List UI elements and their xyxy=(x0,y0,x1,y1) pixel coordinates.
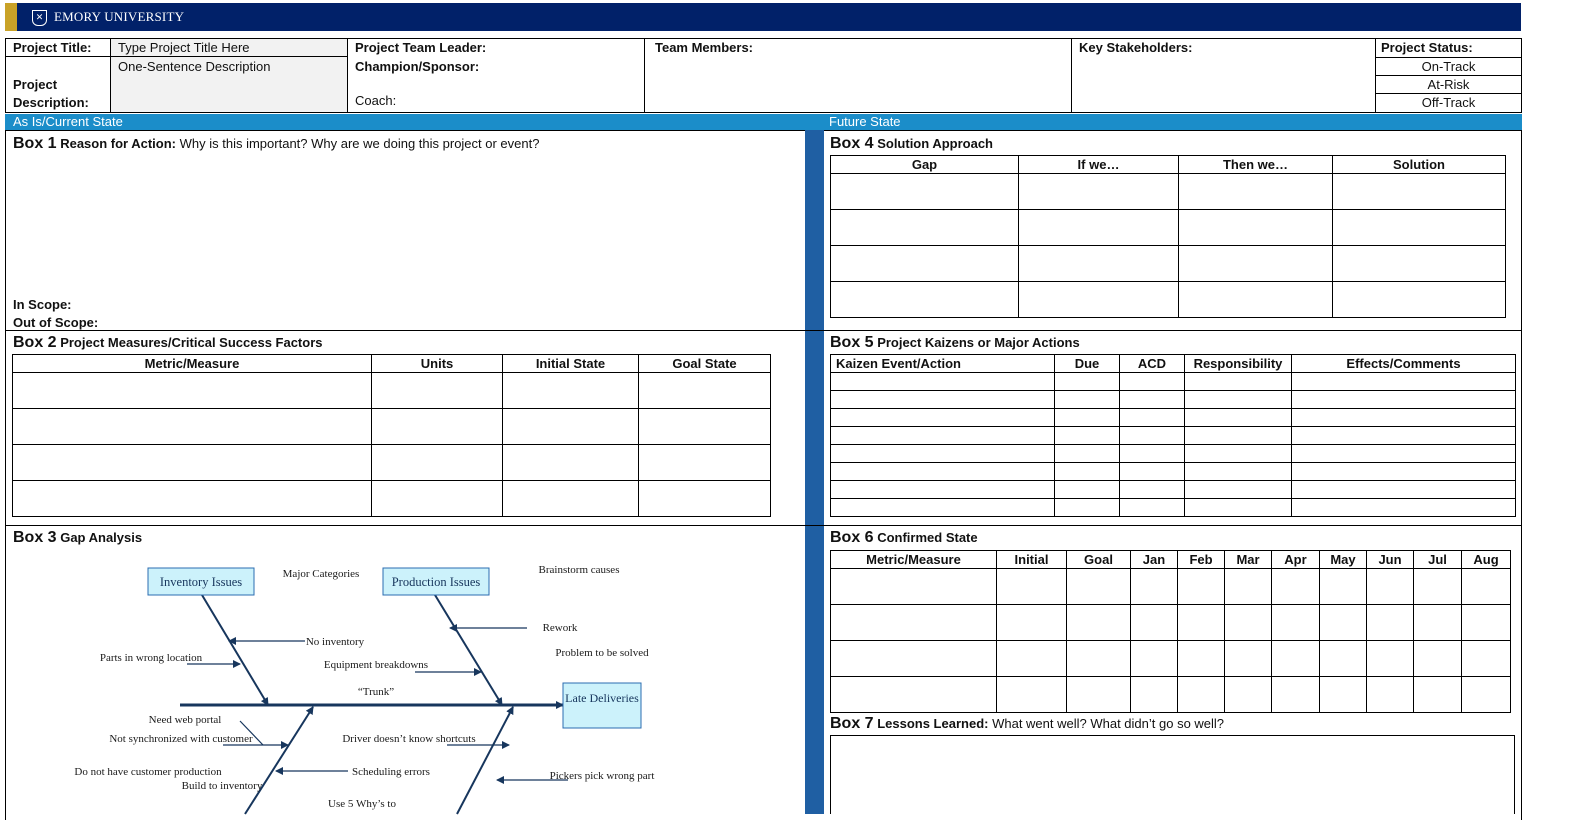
table-cell[interactable] xyxy=(1320,569,1367,605)
table-cell[interactable] xyxy=(831,677,997,713)
table-cell[interactable] xyxy=(1067,677,1131,713)
trunk-text: “Trunk” xyxy=(357,686,395,698)
lessons-learned-area[interactable] xyxy=(830,735,1515,814)
col-jun: Jun xyxy=(1367,551,1414,569)
col-then-we: Then we… xyxy=(1179,156,1333,174)
box4-solution-table xyxy=(830,155,1506,318)
col-initial-state: Initial State xyxy=(503,355,639,373)
box6-heading: Confirmed State xyxy=(877,530,978,545)
production-issues-text: Production Issues xyxy=(391,575,481,589)
table-cell[interactable] xyxy=(1120,463,1185,481)
divider xyxy=(1071,38,1072,113)
table-cell[interactable] xyxy=(1462,641,1511,677)
table-cell[interactable] xyxy=(13,445,372,481)
table-cell[interactable] xyxy=(1055,391,1120,409)
col-goal: Goal xyxy=(1067,551,1131,569)
team-members-label: Team Members: xyxy=(655,40,754,55)
gold-accent xyxy=(5,3,17,31)
table-cell[interactable] xyxy=(1414,641,1462,677)
table-cell[interactable] xyxy=(1272,677,1320,713)
divider xyxy=(644,38,645,113)
divider xyxy=(5,525,1522,526)
table-row xyxy=(831,174,1506,210)
table-cell[interactable] xyxy=(372,445,503,481)
table-cell[interactable] xyxy=(1185,499,1292,517)
table-cell[interactable] xyxy=(1185,391,1292,409)
emory-shield-icon: ✕ xyxy=(32,10,47,26)
in-scope-label: In Scope: xyxy=(13,297,72,312)
box4-number: Box 4 xyxy=(830,135,874,152)
table-cell[interactable] xyxy=(1120,373,1185,391)
table-row xyxy=(831,499,1516,517)
table-cell[interactable] xyxy=(831,445,1055,463)
table-cell[interactable] xyxy=(13,409,372,445)
state-band xyxy=(5,114,1522,130)
col-acd: ACD xyxy=(1120,355,1185,373)
table-cell[interactable] xyxy=(1333,174,1506,210)
university-name: EMORY UNIVERSITY xyxy=(54,9,185,24)
table-cell[interactable] xyxy=(1185,481,1292,499)
table-row xyxy=(831,409,1516,427)
table-cell[interactable] xyxy=(831,246,1019,282)
col-apr: Apr xyxy=(1272,551,1320,569)
table-header-row xyxy=(13,355,771,373)
table-cell[interactable] xyxy=(831,427,1055,445)
box6-title xyxy=(830,529,978,547)
table-cell[interactable] xyxy=(997,641,1067,677)
table-cell[interactable] xyxy=(503,481,639,517)
table-cell[interactable] xyxy=(831,605,997,641)
table-cell[interactable] xyxy=(1292,481,1516,499)
table-cell[interactable] xyxy=(1055,445,1120,463)
bone-line xyxy=(202,595,268,705)
inventory-issues-text: Inventory Issues xyxy=(159,575,243,589)
box5-heading: Project Kaizens or Major Actions xyxy=(877,335,1080,350)
table-cell[interactable] xyxy=(1179,282,1333,318)
table-cell[interactable] xyxy=(1367,641,1414,677)
parts-wrong-location-text: Parts in wrong location xyxy=(99,652,203,664)
table-cell[interactable] xyxy=(1272,641,1320,677)
table-cell[interactable] xyxy=(1179,174,1333,210)
table-cell[interactable] xyxy=(1367,605,1414,641)
table-cell[interactable] xyxy=(13,373,372,409)
table-cell[interactable] xyxy=(639,445,771,481)
table-cell[interactable] xyxy=(1225,605,1272,641)
box3-heading: Gap Analysis xyxy=(60,530,143,545)
table-cell[interactable] xyxy=(831,641,997,677)
future-state-label: Future State xyxy=(829,114,901,129)
champion-label: Champion/Sponsor: xyxy=(355,59,480,74)
table-cell[interactable] xyxy=(639,409,771,445)
table-cell[interactable] xyxy=(831,373,1055,391)
scheduling-errors-text: Scheduling errors xyxy=(352,766,430,778)
late-deliveries-box xyxy=(563,683,641,728)
divider xyxy=(5,330,1522,331)
divider xyxy=(347,38,348,113)
brainstorm-text: Brainstorm causes xyxy=(538,564,620,576)
table-cell[interactable] xyxy=(1178,569,1225,605)
table-cell[interactable] xyxy=(503,445,639,481)
table-cell[interactable] xyxy=(831,499,1055,517)
table-cell[interactable] xyxy=(1414,605,1462,641)
table-cell[interactable] xyxy=(13,481,372,517)
table-cell[interactable] xyxy=(1462,605,1511,641)
table-cell[interactable] xyxy=(1131,677,1178,713)
table-cell[interactable] xyxy=(1272,569,1320,605)
table-cell[interactable] xyxy=(1120,409,1185,427)
table-cell[interactable] xyxy=(1185,445,1292,463)
table-cell[interactable] xyxy=(1333,246,1506,282)
project-description-label: Project Description: xyxy=(13,77,89,110)
table-row xyxy=(13,481,771,517)
box5-number: Box 5 xyxy=(830,334,874,351)
center-separator xyxy=(805,130,824,814)
box3-title xyxy=(13,529,142,547)
table-row xyxy=(831,569,1511,605)
box5-kaizen-table xyxy=(830,354,1516,517)
col-mar: Mar xyxy=(1225,551,1272,569)
bone-line xyxy=(245,707,313,814)
table-row xyxy=(831,282,1506,318)
table-cell[interactable] xyxy=(1131,641,1178,677)
table-cell[interactable] xyxy=(831,210,1019,246)
table-cell[interactable] xyxy=(1292,391,1516,409)
col-may: May xyxy=(1320,551,1367,569)
table-cell[interactable] xyxy=(372,373,503,409)
table-cell[interactable] xyxy=(1055,499,1120,517)
table-cell[interactable] xyxy=(1185,409,1292,427)
table-cell[interactable] xyxy=(1414,677,1462,713)
bone-line xyxy=(457,707,513,814)
table-cell[interactable] xyxy=(1185,427,1292,445)
table-row xyxy=(831,210,1506,246)
col-effects-comments: Effects/Comments xyxy=(1292,355,1516,373)
box2-heading: Project Measures/Critical Success Factors xyxy=(60,335,323,350)
box4-title xyxy=(830,135,993,153)
table-row xyxy=(13,373,771,409)
table-cell[interactable] xyxy=(639,373,771,409)
table-cell[interactable] xyxy=(1120,445,1185,463)
col-goal-state: Goal State xyxy=(639,355,771,373)
table-cell[interactable] xyxy=(831,569,997,605)
col-initial: Initial xyxy=(997,551,1067,569)
problem-solved-text: Problem to be solved xyxy=(555,647,649,659)
table-cell[interactable] xyxy=(639,481,771,517)
current-state-label: As Is/Current State xyxy=(13,114,123,129)
table-cell[interactable] xyxy=(1292,427,1516,445)
table-cell[interactable] xyxy=(1225,569,1272,605)
table-cell[interactable] xyxy=(1333,282,1506,318)
table-row xyxy=(13,409,771,445)
table-cell[interactable] xyxy=(1292,499,1516,517)
coach-label: Coach: xyxy=(355,93,397,108)
col-jan: Jan xyxy=(1131,551,1178,569)
table-cell[interactable] xyxy=(1462,677,1511,713)
table-row xyxy=(831,677,1511,713)
box2-number: Box 2 xyxy=(13,334,57,351)
box7-title xyxy=(830,715,1224,733)
do-not-have-text: Do not have customer production xyxy=(74,766,222,778)
box1-heading: Reason for Action: xyxy=(60,136,177,151)
table-cell[interactable] xyxy=(1120,499,1185,517)
table-row xyxy=(831,246,1506,282)
table-header-row xyxy=(831,551,1511,569)
table-cell[interactable] xyxy=(1131,569,1178,605)
col-if-we: If we… xyxy=(1019,156,1179,174)
box1-number: Box 1 xyxy=(13,135,57,152)
use-5-whys-text: Use 5 Why’s to xyxy=(328,798,396,810)
table-cell[interactable] xyxy=(1019,210,1179,246)
table-row xyxy=(831,481,1516,499)
out-of-scope-label: Out of Scope: xyxy=(13,315,99,330)
col-solution: Solution xyxy=(1333,156,1506,174)
box6-confirmed-table xyxy=(830,550,1511,713)
table-cell[interactable] xyxy=(1292,463,1516,481)
build-to-inventory-text: Build to inventory xyxy=(181,780,263,792)
table-cell[interactable] xyxy=(1120,391,1185,409)
table-cell[interactable] xyxy=(372,409,503,445)
major-categories-text: Major Categories xyxy=(282,568,360,580)
table-cell[interactable] xyxy=(1292,409,1516,427)
table-cell[interactable] xyxy=(1055,409,1120,427)
col-due: Due xyxy=(1055,355,1120,373)
table-cell[interactable] xyxy=(1019,174,1179,210)
table-cell[interactable] xyxy=(1414,569,1462,605)
equipment-breakdowns-text: Equipment breakdowns xyxy=(323,659,429,671)
table-row xyxy=(831,641,1511,677)
col-feb: Feb xyxy=(1178,551,1225,569)
table-cell[interactable] xyxy=(831,174,1019,210)
late-deliveries-text: Late Deliveries xyxy=(565,691,639,705)
table-cell[interactable] xyxy=(831,282,1019,318)
key-stakeholders-label: Key Stakeholders: xyxy=(1079,40,1193,55)
table-cell[interactable] xyxy=(1131,605,1178,641)
table-cell[interactable] xyxy=(997,677,1067,713)
table-cell[interactable] xyxy=(1055,427,1120,445)
table-row xyxy=(831,427,1516,445)
team-leader-label: Project Team Leader: xyxy=(355,40,487,55)
col-metric: Metric/Measure xyxy=(831,551,997,569)
table-cell[interactable] xyxy=(831,391,1055,409)
table-cell[interactable] xyxy=(1178,641,1225,677)
need-web-portal-text: Need web portal xyxy=(148,714,222,726)
box1-question: Why is this important? Why are we doing this project or event? xyxy=(179,136,540,151)
table-cell[interactable] xyxy=(1067,641,1131,677)
box7-number: Box 7 xyxy=(830,715,874,732)
table-cell[interactable] xyxy=(1225,641,1272,677)
table-cell[interactable] xyxy=(831,481,1055,499)
table-cell[interactable] xyxy=(1178,605,1225,641)
table-cell[interactable] xyxy=(1055,481,1120,499)
bone-line xyxy=(435,595,502,705)
box7-heading: Lessons Learned: xyxy=(877,716,989,731)
col-aug: Aug xyxy=(1462,551,1511,569)
not-synchronized-text: Not synchronized with customer xyxy=(109,733,253,745)
table-cell[interactable] xyxy=(1179,210,1333,246)
project-title-field[interactable]: Type Project Title Here xyxy=(118,40,250,55)
table-cell[interactable] xyxy=(997,569,1067,605)
table-cell[interactable] xyxy=(1185,463,1292,481)
table-cell[interactable] xyxy=(1055,463,1120,481)
table-row xyxy=(831,605,1511,641)
no-inventory-text: No inventory xyxy=(305,636,365,648)
table-cell[interactable] xyxy=(1320,605,1367,641)
rework-text: Rework xyxy=(542,622,578,634)
table-cell[interactable] xyxy=(831,463,1055,481)
table-header-row xyxy=(831,355,1516,373)
status-on-track[interactable]: On-Track xyxy=(1375,58,1522,76)
project-title-label: Project Title: xyxy=(13,40,92,55)
box1-title xyxy=(13,135,539,153)
table-cell[interactable] xyxy=(1185,373,1292,391)
table-cell[interactable] xyxy=(1333,210,1506,246)
table-cell[interactable] xyxy=(1367,677,1414,713)
table-cell[interactable] xyxy=(997,605,1067,641)
table-cell[interactable] xyxy=(1055,373,1120,391)
table-cell[interactable] xyxy=(1179,246,1333,282)
status-off-track[interactable]: Off-Track xyxy=(1421,95,1476,110)
university-header xyxy=(5,3,1521,31)
box4-heading: Solution Approach xyxy=(877,136,993,151)
table-cell[interactable] xyxy=(1067,605,1131,641)
box5-title xyxy=(830,334,1080,352)
table-cell[interactable] xyxy=(1367,569,1414,605)
col-jul: Jul xyxy=(1414,551,1462,569)
table-cell[interactable] xyxy=(503,373,639,409)
table-header-row xyxy=(831,156,1506,174)
fishbone-diagram xyxy=(74,555,665,814)
col-gap: Gap xyxy=(831,156,1019,174)
table-cell[interactable] xyxy=(372,481,503,517)
box2-title xyxy=(13,334,323,352)
table-row xyxy=(831,445,1516,463)
col-kaizen-event: Kaizen Event/Action xyxy=(831,355,1055,373)
status-at-risk[interactable]: At-Risk xyxy=(1375,76,1522,94)
driver-shortcuts-text: Driver doesn’t know shortcuts xyxy=(342,733,476,745)
table-row xyxy=(13,445,771,481)
box7-question: What went well? What didn’t go so well? xyxy=(992,716,1225,731)
table-cell[interactable] xyxy=(503,409,639,445)
box6-number: Box 6 xyxy=(830,529,874,546)
table-cell[interactable] xyxy=(1292,373,1516,391)
table-cell[interactable] xyxy=(1462,569,1511,605)
col-units: Units xyxy=(372,355,503,373)
project-status-label: Project Status: xyxy=(1381,40,1473,55)
table-cell[interactable] xyxy=(1067,569,1131,605)
box3-number: Box 3 xyxy=(13,529,57,546)
table-row xyxy=(831,391,1516,409)
table-cell[interactable] xyxy=(1272,605,1320,641)
table-cell[interactable] xyxy=(1019,246,1179,282)
table-cell[interactable] xyxy=(1120,427,1185,445)
table-cell[interactable] xyxy=(1320,677,1367,713)
table-row xyxy=(831,373,1516,391)
pickers-wrong-part-text: Pickers pick wrong part xyxy=(549,770,655,782)
col-responsibility: Responsibility xyxy=(1185,355,1292,373)
project-description-field[interactable]: One-Sentence Description xyxy=(118,59,271,74)
table-cell[interactable] xyxy=(1225,677,1272,713)
col-metric: Metric/Measure xyxy=(13,355,372,373)
box2-measures-table xyxy=(12,354,771,517)
table-cell[interactable] xyxy=(1292,445,1516,463)
table-row xyxy=(831,463,1516,481)
table-cell[interactable] xyxy=(1120,481,1185,499)
table-cell[interactable] xyxy=(1019,282,1179,318)
table-cell[interactable] xyxy=(1320,641,1367,677)
table-cell[interactable] xyxy=(831,409,1055,427)
table-cell[interactable] xyxy=(1178,677,1225,713)
